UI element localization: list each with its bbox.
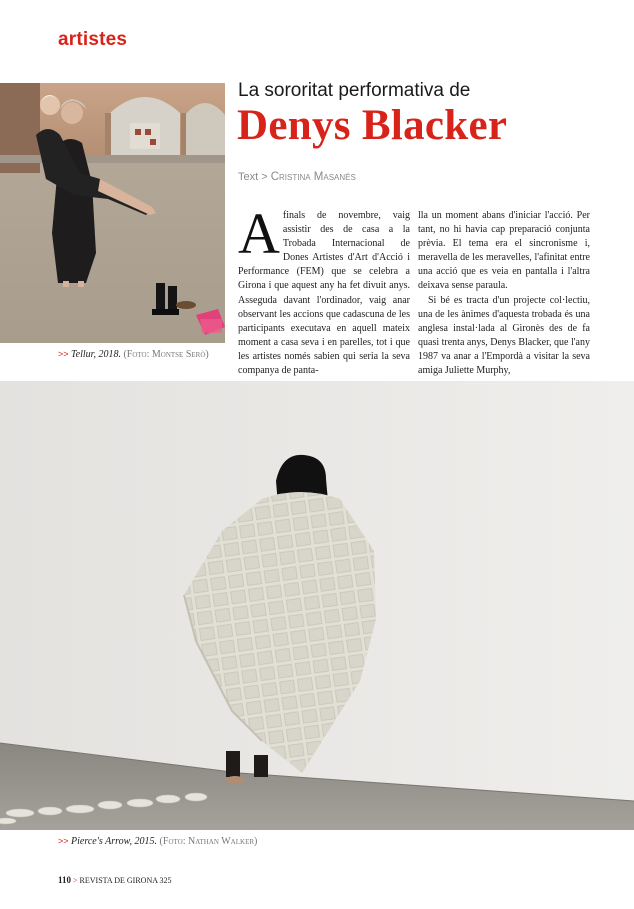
text-column-2: [418, 209, 590, 378]
footer-arrow: >: [73, 876, 78, 885]
caption-credit: (Foto: Nathan Walker): [159, 836, 258, 847]
paragraph: [238, 201, 410, 378]
section-tag: artistes: [58, 29, 128, 50]
caption-credit: (Foto: Montse Serò): [123, 349, 209, 360]
photo-pierces-arrow: [0, 381, 634, 830]
caption-top: [58, 349, 209, 360]
photo-tellur: [0, 83, 225, 343]
photo-tellur-illustration: [0, 83, 225, 343]
caption-title: Pierce's Arrow, 2015.: [71, 836, 158, 847]
page-footer: [58, 875, 172, 885]
dropcap: A: [238, 201, 280, 266]
caption-bottom: [58, 836, 257, 847]
byline: [238, 171, 356, 183]
article-title: Denys Blacker: [237, 102, 508, 149]
page-number: 110: [58, 875, 72, 885]
paragraph: Si bé es tracta d'un projecte col·lectiu, una de les ànimes d'aquesta trobada és una anglesa instal·lada al Gironès des de fa quasi trenta anys, Denys Blacker, que l'any 1987 va anar a l'Empordà a visitar la seva amiga Juliette Murphy,: [418, 294, 590, 377]
caption-arrow: >>: [58, 836, 69, 846]
byline-prefix: Text >: [238, 171, 268, 183]
magazine-name: REVISTA DE GIRONA 325: [79, 876, 172, 885]
byline-author: Cristina Masanés: [270, 171, 356, 183]
paragraph: lla un moment abans d'iniciar l'acció. Per tant, no hi havia cap preparació conjunta prèvia. El tema era el sincronisme i, meravella de les meravelles, l'afinitat entre una acció que es veia en pantalla i l'altra deixava sense paraula.: [418, 210, 590, 292]
text-column-1: [238, 201, 410, 378]
article-kicker: La sororitat performativa de: [238, 80, 471, 101]
paragraph-text: finals de novembre, vaig assistir des de casa a la Trobada Internacional de Dones Artistes d'Art d'Acció i Performance (FEM) que se celebra a Girona i que aquest any ha fet divuit anys. Asseguda davant l'ordinador, vaig anar observant les accions que cadascuna de les participants executava en aquell mateix moment a casa seva i en parelles, tot i que les artistes només sabien qui seria la seva companya de panta-: [238, 210, 410, 377]
photo-pierces-arrow-illustration: [0, 381, 634, 830]
caption-arrow: >>: [58, 349, 69, 359]
caption-title: Tellur, 2018.: [71, 349, 121, 360]
